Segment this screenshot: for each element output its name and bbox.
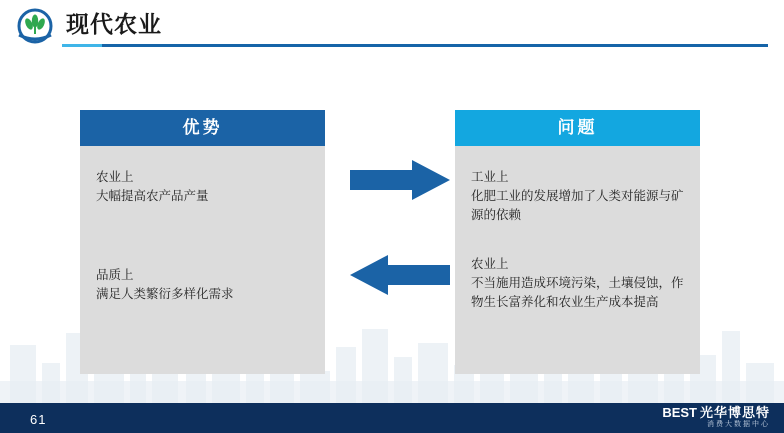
problems-block-1 — [471, 168, 684, 225]
problems-block-2-text: 不当施用造成环境污染，土壤侵蚀，作物生长富养化和农业生产成本提高 — [471, 276, 684, 309]
advantages-block-2-title: 品质上 — [96, 268, 134, 282]
leaf-circle-logo-icon — [14, 5, 56, 47]
problems-spacer — [471, 241, 684, 255]
arrow-right-icon — [350, 160, 450, 205]
slide-footer — [0, 403, 784, 433]
page-title: 现代农业 — [66, 11, 162, 37]
header-divider — [62, 44, 768, 47]
brand-subtitle: 消费大数据中心 — [707, 421, 770, 429]
advantages-block-2-text: 满足人类繁衍多样化需求 — [96, 287, 234, 301]
problems-body — [455, 146, 700, 374]
brand-name-cn: 光华博思特 — [699, 405, 770, 421]
advantages-spacer — [96, 222, 309, 266]
problems-column — [455, 110, 700, 374]
advantages-body — [80, 146, 325, 374]
problems-block-1-title: 工业上 — [471, 170, 509, 184]
advantages-column — [80, 110, 325, 374]
advantages-block-2 — [96, 266, 309, 304]
page-number: 61 — [30, 412, 47, 427]
brand-logo — [662, 406, 770, 429]
problems-heading: 问题 — [455, 110, 700, 146]
slide-header — [0, 0, 784, 52]
problems-block-1-text: 化肥工业的发展增加了人类对能源与矿源的依赖 — [471, 189, 684, 222]
advantages-heading: 优势 — [80, 110, 325, 146]
advantages-block-1-text: 大幅提高农产品产量 — [96, 189, 209, 203]
arrow-left-icon — [350, 255, 450, 300]
advantages-block-1 — [96, 168, 309, 206]
problems-block-2-title: 农业上 — [471, 257, 509, 271]
problems-block-2 — [471, 255, 684, 312]
header-divider-accent — [62, 44, 102, 47]
brand-mark: BEST — [662, 405, 697, 421]
advantages-block-1-title: 农业上 — [96, 170, 134, 184]
